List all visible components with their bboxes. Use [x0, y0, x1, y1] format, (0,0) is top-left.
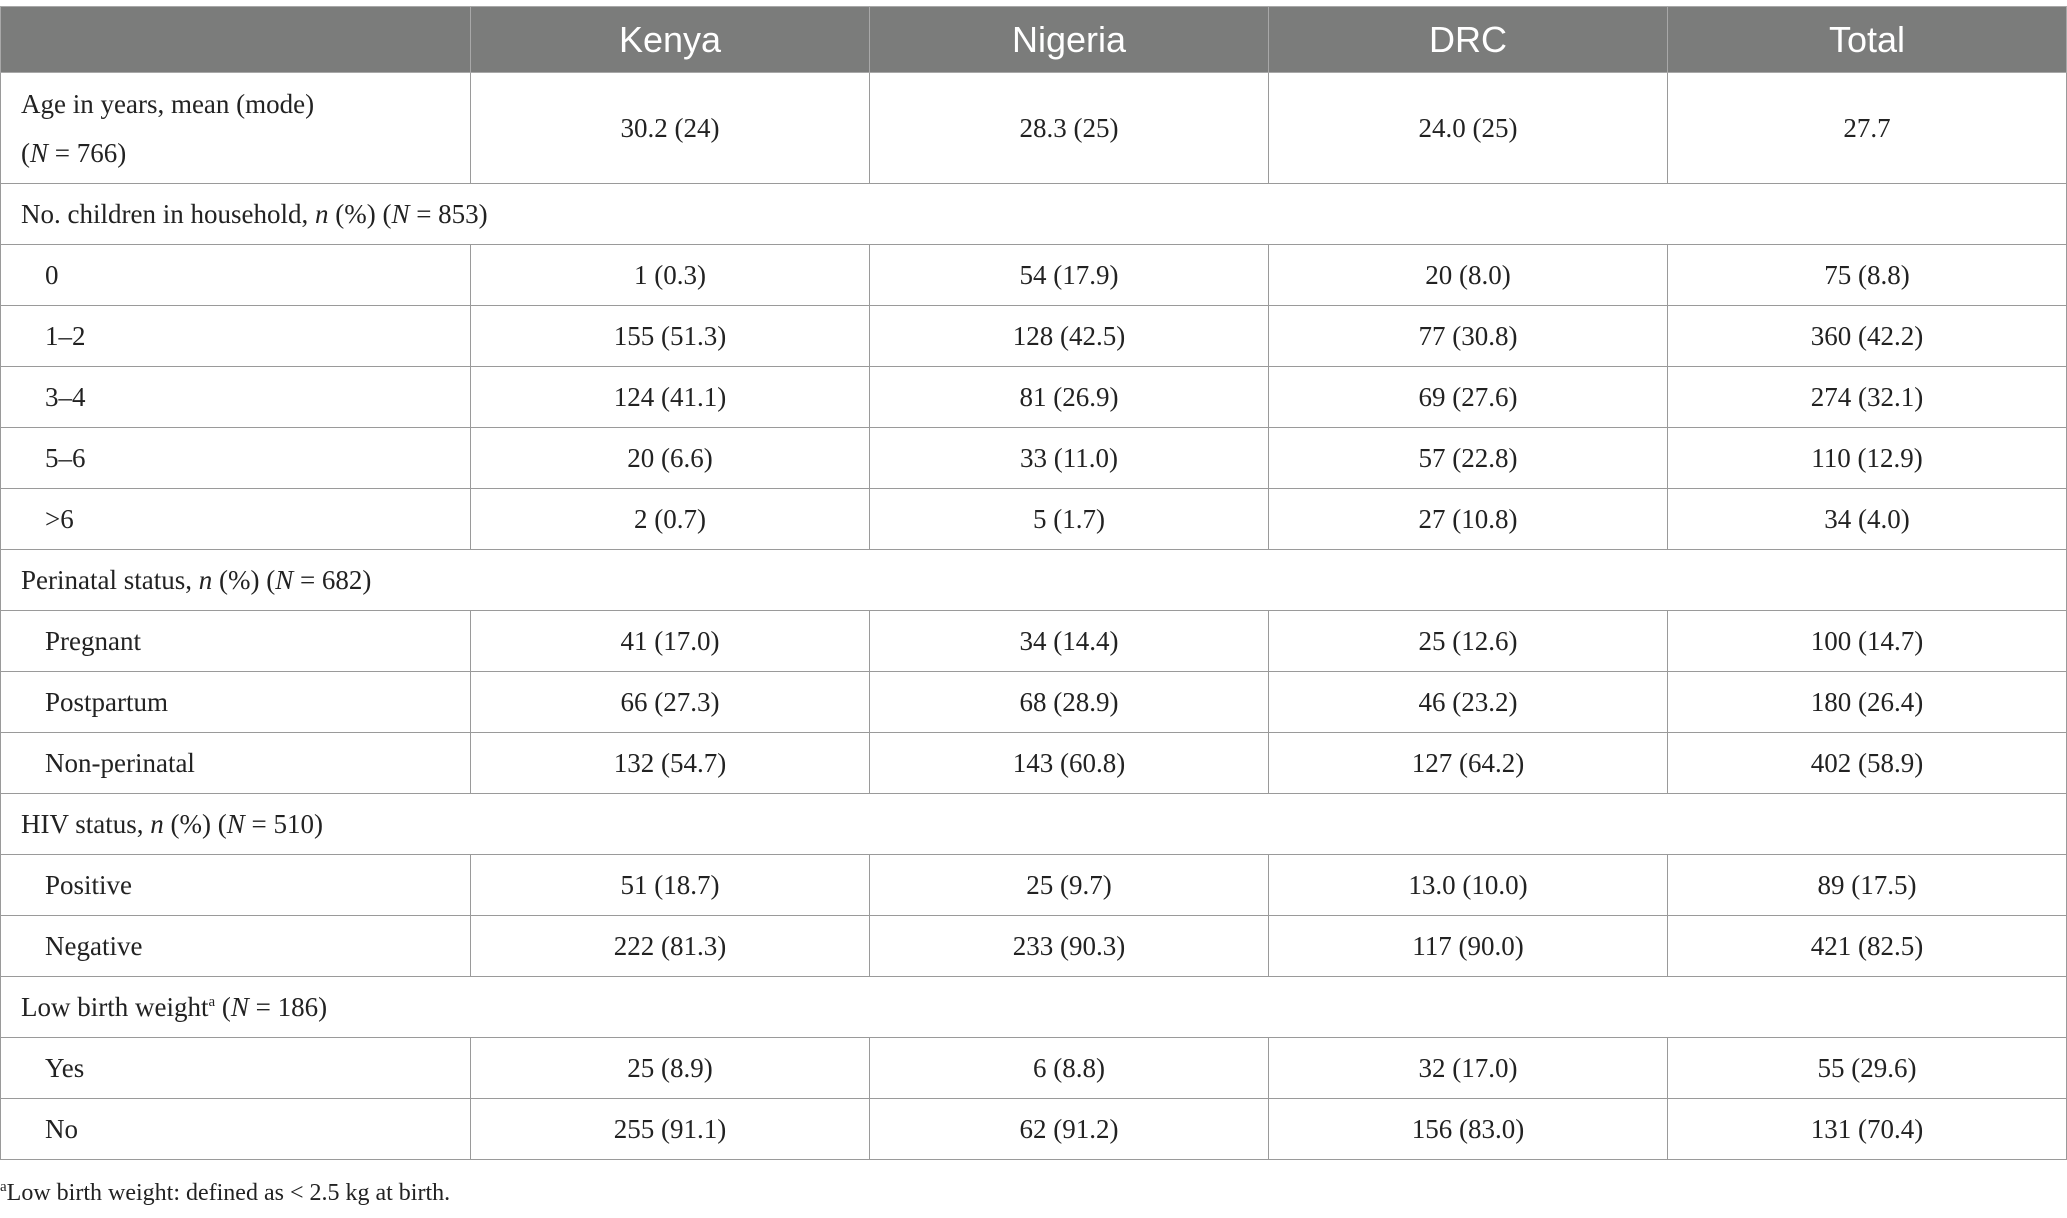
cell-nigeria: 25 (9.7) — [870, 855, 1269, 916]
section-row-children — [1, 184, 2067, 245]
cell-kenya: 41 (17.0) — [471, 611, 870, 672]
cell-total: 89 (17.5) — [1668, 855, 2067, 916]
header-drc: DRC — [1269, 7, 1668, 73]
table-row — [1, 1038, 2067, 1099]
cell-drc: 20 (8.0) — [1269, 245, 1668, 306]
footnote-marker: a — [0, 1179, 7, 1195]
cell-drc: 156 (83.0) — [1269, 1099, 1668, 1160]
cell-nigeria: 34 (14.4) — [870, 611, 1269, 672]
table-row — [1, 306, 2067, 367]
cell-nigeria: 68 (28.9) — [870, 672, 1269, 733]
cell-kenya: 155 (51.3) — [471, 306, 870, 367]
cell-kenya: 132 (54.7) — [471, 733, 870, 794]
table-row — [1, 1099, 2067, 1160]
header-kenya: Kenya — [471, 7, 870, 73]
cell-nigeria: 81 (26.9) — [870, 367, 1269, 428]
cell-total: 110 (12.9) — [1668, 428, 2067, 489]
header-empty — [1, 7, 471, 73]
cell-total: 360 (42.2) — [1668, 306, 2067, 367]
row-label-age — [1, 73, 471, 184]
cell-kenya: 124 (41.1) — [471, 367, 870, 428]
cell-drc: 127 (64.2) — [1269, 733, 1668, 794]
table-row — [1, 73, 2067, 184]
cell-nigeria: 233 (90.3) — [870, 916, 1269, 977]
cell-kenya: 1 (0.3) — [471, 245, 870, 306]
cell-kenya: 25 (8.9) — [471, 1038, 870, 1099]
row-label: Negative — [1, 916, 471, 977]
cell-kenya: 66 (27.3) — [471, 672, 870, 733]
cell-total: 55 (29.6) — [1668, 1038, 2067, 1099]
header-total: Total — [1668, 7, 2067, 73]
cell-drc: 24.0 (25) — [1269, 73, 1668, 184]
cell-kenya: 30.2 (24) — [471, 73, 870, 184]
table-footnote — [0, 1180, 450, 1207]
row-label: Non-perinatal — [1, 733, 471, 794]
cell-kenya: 222 (81.3) — [471, 916, 870, 977]
cell-nigeria: 143 (60.8) — [870, 733, 1269, 794]
age-line-1: Age in years, mean (mode) — [21, 89, 315, 119]
cell-nigeria: 5 (1.7) — [870, 489, 1269, 550]
table-row — [1, 489, 2067, 550]
cell-kenya: 20 (6.6) — [471, 428, 870, 489]
row-label: No — [1, 1099, 471, 1160]
section-label-hiv: HIV status, n (%) (N = 510) — [1, 794, 2067, 855]
cell-kenya: 255 (91.1) — [471, 1099, 870, 1160]
cell-total: 421 (82.5) — [1668, 916, 2067, 977]
cell-nigeria: 128 (42.5) — [870, 306, 1269, 367]
row-label: 0 — [1, 245, 471, 306]
age-line-2: (N = 766) — [21, 138, 127, 168]
cell-kenya: 51 (18.7) — [471, 855, 870, 916]
table-row — [1, 428, 2067, 489]
cell-drc: 13.0 (10.0) — [1269, 855, 1668, 916]
header-row — [1, 7, 2067, 73]
cell-drc: 117 (90.0) — [1269, 916, 1668, 977]
header-nigeria: Nigeria — [870, 7, 1269, 73]
row-label: 1–2 — [1, 306, 471, 367]
cell-drc: 27 (10.8) — [1269, 489, 1668, 550]
table-row — [1, 611, 2067, 672]
cell-total: 402 (58.9) — [1668, 733, 2067, 794]
row-label: Positive — [1, 855, 471, 916]
row-label: Yes — [1, 1038, 471, 1099]
table-row — [1, 855, 2067, 916]
cell-total: 27.7 — [1668, 73, 2067, 184]
cell-nigeria: 33 (11.0) — [870, 428, 1269, 489]
cell-drc: 77 (30.8) — [1269, 306, 1668, 367]
cell-total: 131 (70.4) — [1668, 1099, 2067, 1160]
section-label-children: No. children in household, n (%) (N = 853) — [1, 184, 2067, 245]
table-row — [1, 733, 2067, 794]
row-label: Postpartum — [1, 672, 471, 733]
row-label: 3–4 — [1, 367, 471, 428]
demographics-table — [0, 6, 2067, 1160]
table-row — [1, 245, 2067, 306]
row-label: 5–6 — [1, 428, 471, 489]
footnote-text: Low birth weight: defined as < 2.5 kg at birth. — [6, 1180, 451, 1206]
section-label-perinatal: Perinatal status, n (%) (N = 682) — [1, 550, 2067, 611]
row-label: >6 — [1, 489, 471, 550]
cell-total: 274 (32.1) — [1668, 367, 2067, 428]
cell-kenya: 2 (0.7) — [471, 489, 870, 550]
section-row-perinatal — [1, 550, 2067, 611]
cell-total: 180 (26.4) — [1668, 672, 2067, 733]
cell-nigeria: 54 (17.9) — [870, 245, 1269, 306]
cell-nigeria: 28.3 (25) — [870, 73, 1269, 184]
cell-nigeria: 6 (8.8) — [870, 1038, 1269, 1099]
cell-total: 100 (14.7) — [1668, 611, 2067, 672]
cell-drc: 69 (27.6) — [1269, 367, 1668, 428]
table-row — [1, 672, 2067, 733]
cell-drc: 57 (22.8) — [1269, 428, 1668, 489]
cell-total: 75 (8.8) — [1668, 245, 2067, 306]
section-label-birth-weight: Low birth weight$^a$ (N = 186) — [1, 977, 2067, 1038]
cell-total: 34 (4.0) — [1668, 489, 2067, 550]
cell-drc: 46 (23.2) — [1269, 672, 1668, 733]
cell-drc: 25 (12.6) — [1269, 611, 1668, 672]
cell-drc: 32 (17.0) — [1269, 1038, 1668, 1099]
section-row-birth-weight — [1, 977, 2067, 1038]
table-row — [1, 367, 2067, 428]
row-label: Pregnant — [1, 611, 471, 672]
table-row — [1, 916, 2067, 977]
cell-nigeria: 62 (91.2) — [870, 1099, 1269, 1160]
table-container — [0, 6, 2067, 1160]
section-row-hiv — [1, 794, 2067, 855]
